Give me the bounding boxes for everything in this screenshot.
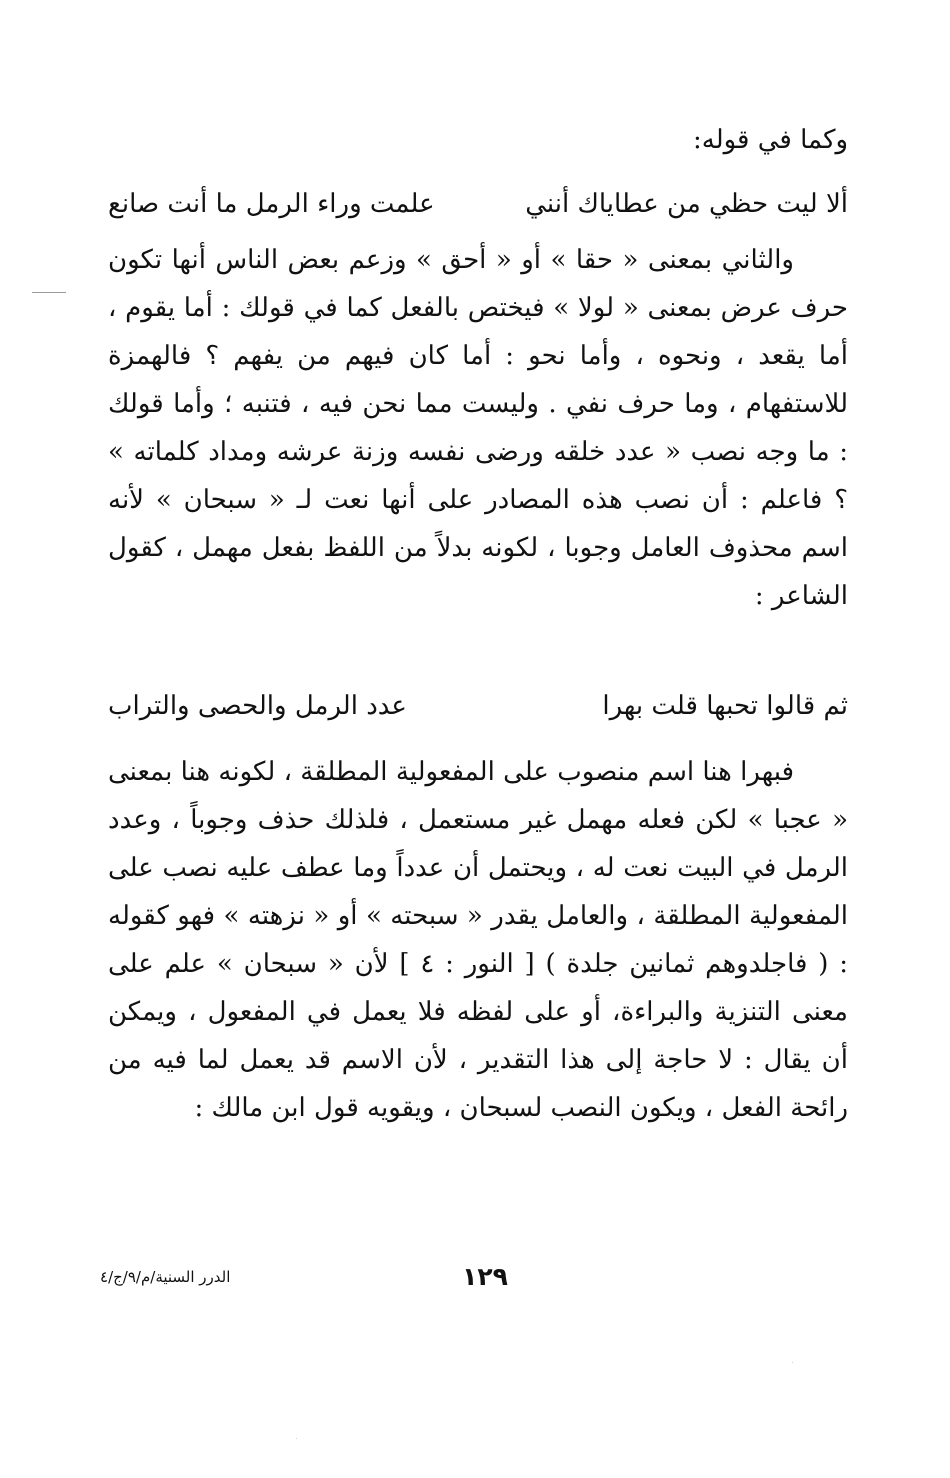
paragraph-text: والثاني بمعنى « حقا » أو « أحق » وزعم بعض الناس أنها تكون حرف عرض بمعنى « لولا » فيختص بالفعل كما في قولك : أما يقوم ، أما يقعد ، ونحوه ، وأما نحو : أما كان فيهم من يفهم ؟ فالهمزة للاستفهام ، وما حرف نفي . وليست مما نحن فيه ، فتنبه ؛ وأما قولك : ما وجه نصب « عدد خلقه ورضى نفسه وزنة عرشه ومداد كلماته » ؟ فاعلم : أن نصب هذه المصادر على أنها نعت لـ « سبحان » لأنه اسم محذوف العامل وجوبا ، لكونه بدلاً من اللفظ بفعل مهمل ، كقول الشاعر : bbox=[108, 245, 848, 611]
body-paragraph bbox=[108, 748, 848, 1132]
verse-right-hemistich: ثم قالوا تحبها قلت بهرا bbox=[602, 691, 848, 721]
margin-rule bbox=[32, 292, 66, 293]
verse-left-hemistich: علمت وراء الرمل ما أنت صانع bbox=[108, 189, 435, 219]
intro-line: وكما في قوله: bbox=[693, 125, 848, 155]
scan-speck bbox=[296, 1438, 297, 1439]
poetry-verse bbox=[108, 180, 848, 228]
body-paragraph bbox=[108, 236, 848, 620]
verse-left-hemistich: عدد الرمل والحصى والتراب bbox=[108, 691, 407, 721]
verse-right-hemistich: ألا ليت حظي من عطاياك أنني bbox=[525, 189, 848, 219]
poetry-verse bbox=[108, 682, 848, 730]
page-number: ١٢٩ bbox=[462, 1262, 508, 1291]
scan-speck bbox=[792, 1362, 793, 1363]
paragraph-text: فبهرا هنا اسم منصوب على المفعولية المطلقة ، لكونه هنا بمعنى « عجبا » لكن فعله مهمل غير مستعمل ، فلذلك حذف وجوباً ، وعدد الرمل في البيت نعت له ، ويحتمل أن عدداً وما عطف عليه نصب على المفعولية المطلقة ، والعامل يقدر « سبحته » أو « نزهته » فهو كقوله : ( فاجلدوهم ثمانين جلدة ) [ النور : ٤ ] لأن « سبحان » علم على معنى التنزية والبراءة، أو على لفظه فلا يعمل في المفعول ، ويمكن أن يقال : لا حاجة إلى هذا التقدير ، لأن الاسم قد يعمل لما فيه من رائحة الفعل ، ويكون النصب لسبحان ، ويقويه قول ابن مالك : bbox=[108, 757, 848, 1123]
source-reference: الدرر السنية/م/٩/ج/٤ bbox=[100, 1268, 231, 1286]
